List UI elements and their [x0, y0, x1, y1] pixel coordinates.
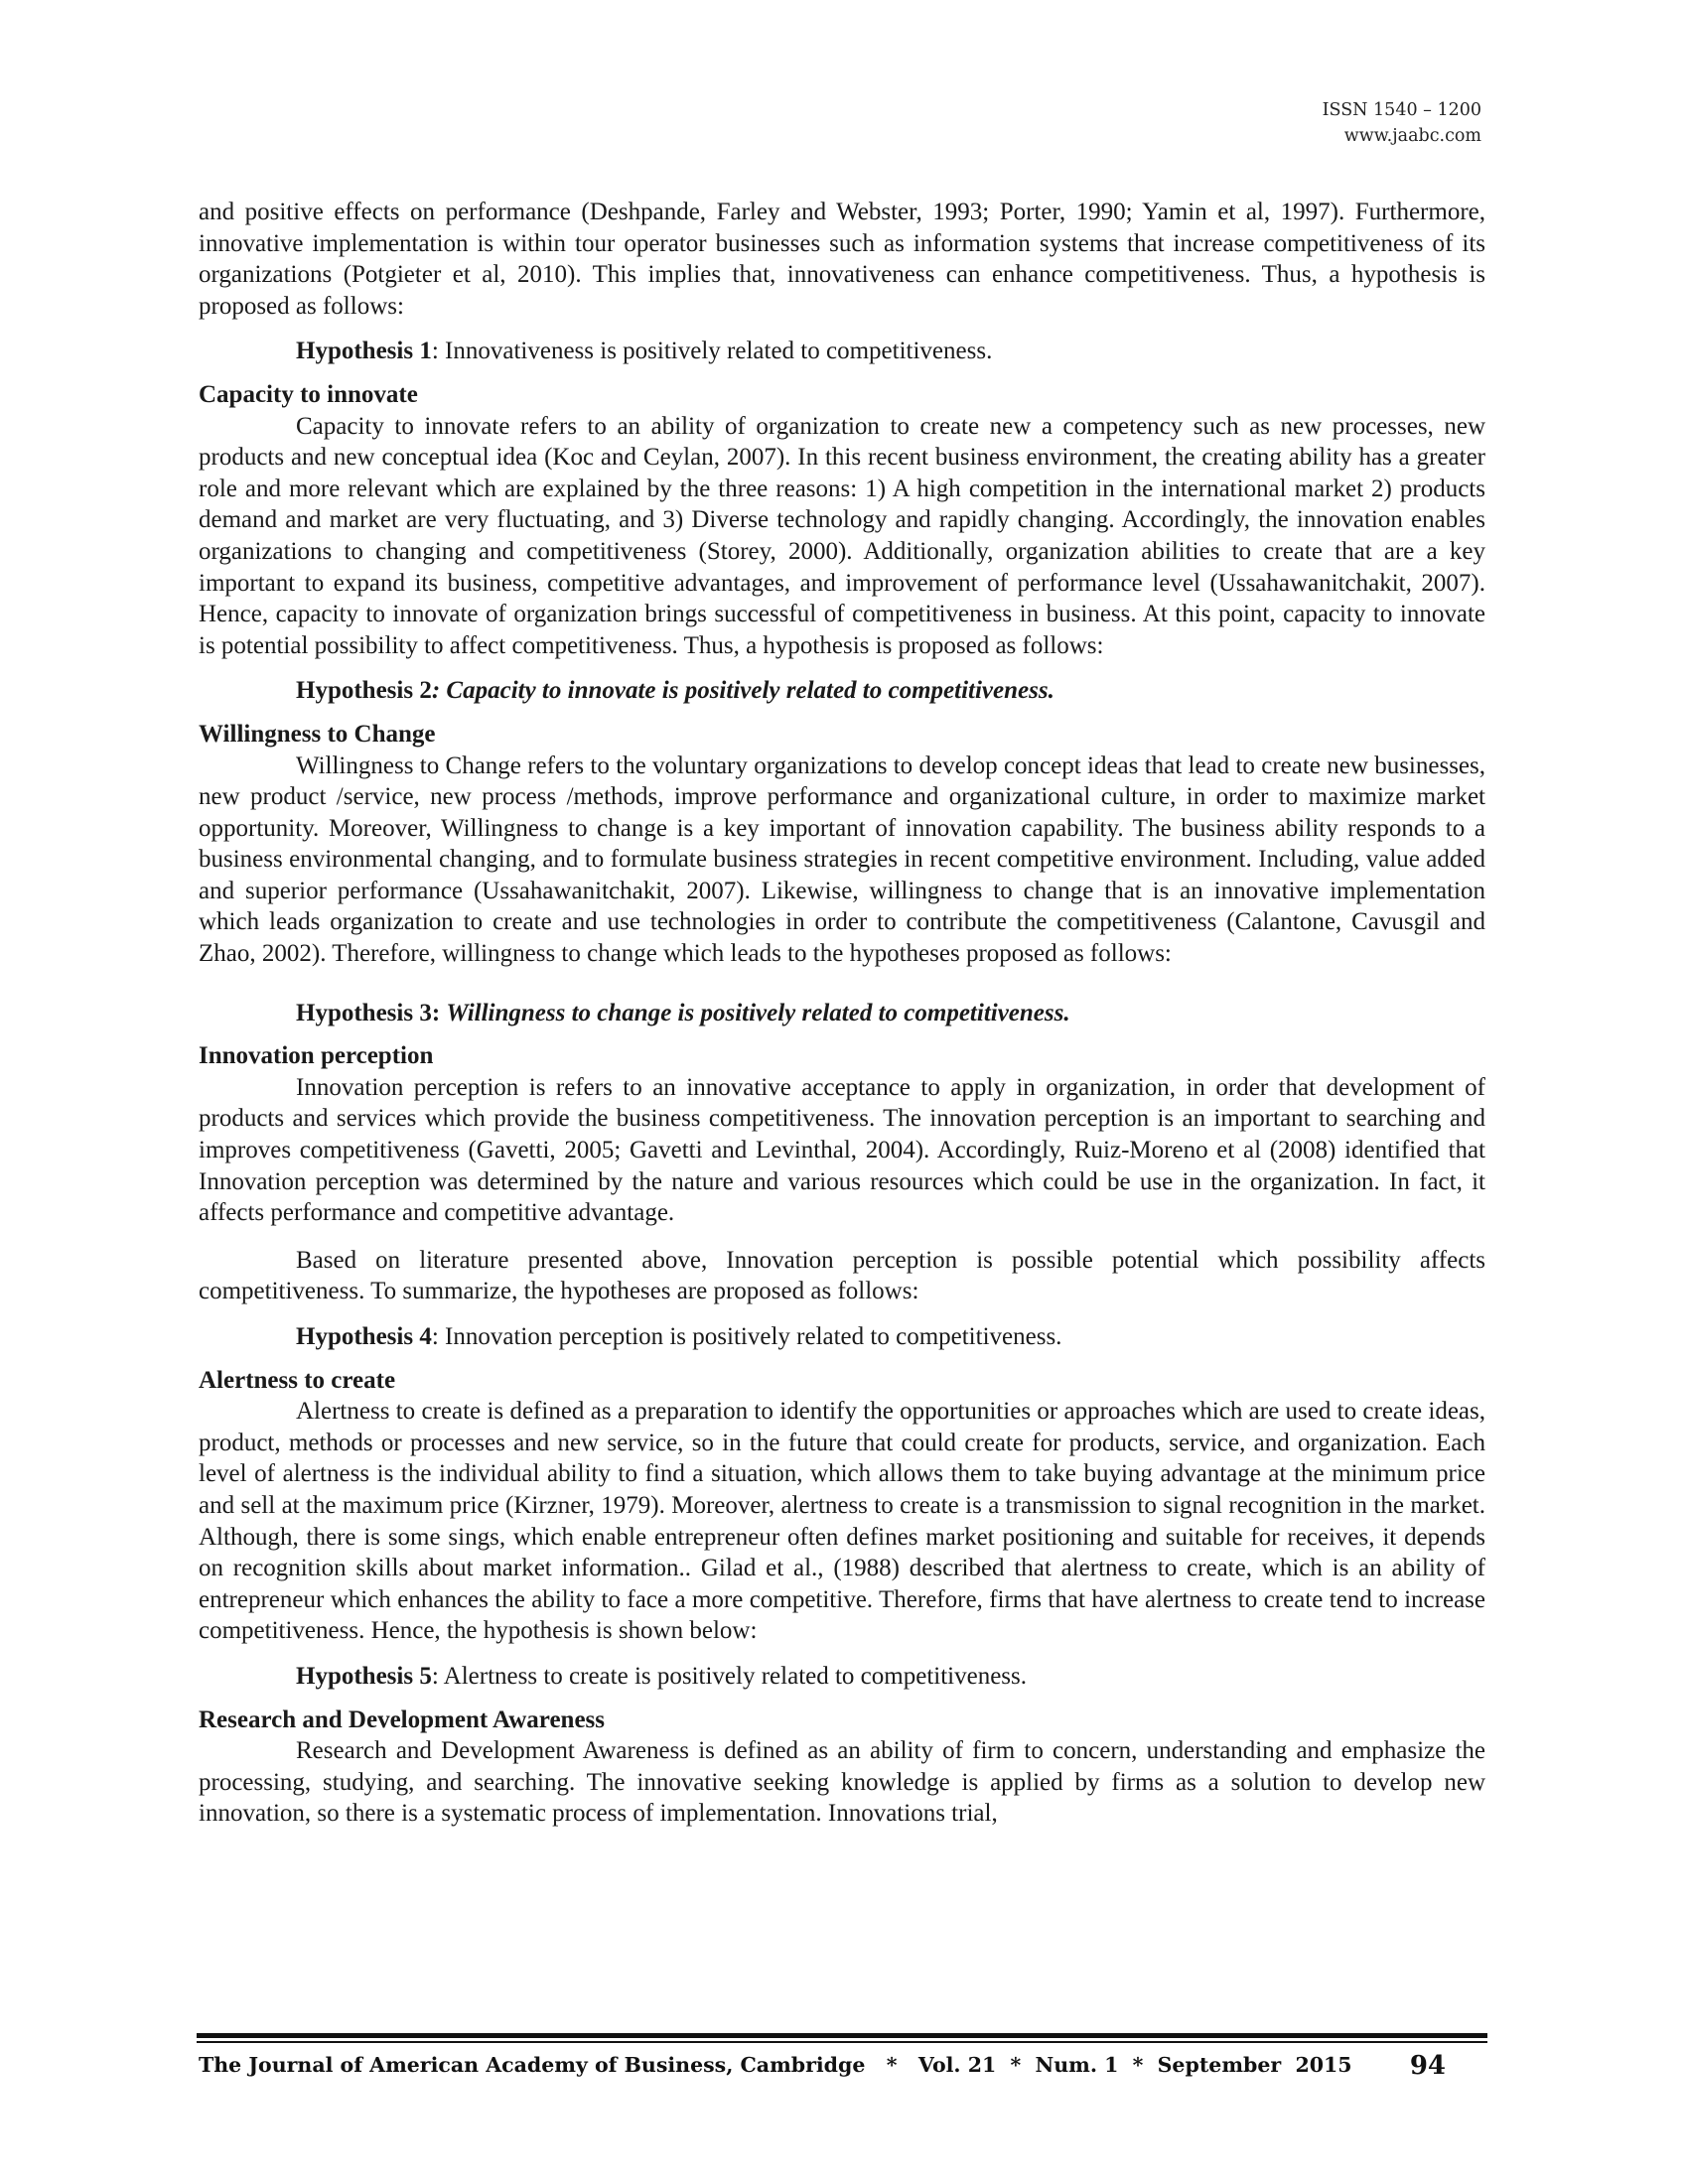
paragraph-perception-1: Innovation perception is refers to an innovative acceptance to apply in organization, in order that development of products and services which provide the business competitiveness. The innovation perception is an important to searching and improves competitiveness (Gavetti, 2005; Gavetti and Levinthal, 2004). Accordingly, Ruiz-Moreno et al (2008) identified that Innovation perception was determined by the nature and various resources which could be use in the organization. In fact, it affects performance and competitive advantage.	[199, 1073, 1485, 1227]
paragraph-alertness: Alertness to create is defined as a preparation to identify the opportunities or approaches which are used to create ideas, product, methods or processes and new service, so in the future that could create for products, service, and organization. Each level of alertness is the individual ability to find a situation, which allows them to take buying advantage at the minimum price and sell at the maximum price (Kirzner, 1979). Moreover, alertness to create is a transmission to signal recognition in the market. Although, there is some sings, which enable entrepreneur often defines market positioning and suitable for receives, it depends on recognition skills about market information.. Gilad et al., (1988) described that alertness to create, which is an ability of entrepreneur which enhances the ability to face a more competitive. Therefore, firms that have alertness to create tend to increase competitiveness. Hence, the hypothesis is shown below:	[199, 1398, 1485, 1645]
journal-website: www.jaabc.com	[1343, 126, 1481, 146]
paragraph-perception-2: Based on literature presented above, Innovation perception is possible potential which possibility affects competitiveness. To summarize, the hypotheses are proposed as follows:	[199, 1246, 1485, 1305]
hypothesis-2	[199, 675, 1485, 707]
article-body	[199, 197, 1485, 1830]
paragraph-innovativeness-end: and positive effects on performance (Deshpande, Farley and Webster, 1993; Porter, 1990; Yamin et al, 1997). Furthermore, innovative implementation is within tour operator businesses such as information systems that increase competitiveness of its organizations (Potgieter et al, 2010). This implies that, innovativeness can enhance competitiveness. Thus, a hypothesis is proposed as follows:	[199, 199, 1485, 320]
hypothesis-text: Innovation perception is positively related to competitiveness.	[445, 1323, 1062, 1350]
paragraph-capacity: Capacity to innovate refers to an ability of organization to create new a competency such as new processes, new products and new conceptual idea (Koc and Ceylan, 2007). In this recent business environment, the creating ability has a greater role and more relevant which are explained by the three reasons: 1) A high competition in the international market 2) products demand and market are very fluctuating, and 3) Diverse technology and rapidly changing. Accordingly, the innovation enables organizations to changing and competitiveness (Storey, 2000). Additionally, organization abilities to create that are a key important to expand its business, competitive advantages, and improvement of performance level (Ussahawanitchakit, 2007). Hence, capacity to innovate of organization brings successful of competitiveness in business. At this point, capacity to innovate is potential possibility to affect competitiveness. Thus, a hypothesis is proposed as follows:	[199, 412, 1485, 659]
hypothesis-separator: :	[431, 1662, 444, 1690]
footer-rule-thick	[197, 2033, 1487, 2038]
footer-rule-thin	[197, 2041, 1487, 2043]
section-heading-rnd: Research and Development Awareness	[199, 1706, 605, 1733]
hypothesis-separator: :	[431, 338, 446, 365]
journal-citation: The Journal of American Academy of Business, Cambridge * Vol. 21 * Num. 1 * September 2015	[199, 2053, 1352, 2077]
paragraph-rnd: Research and Development Awareness is defined as an ability of firm to concern, understanding and emphasize the processing, studying, and searching. The innovative seeking knowledge is applied by firms as a solution to develop new innovation, so there is a systematic process of implementation. Innovations trial,	[199, 1737, 1485, 1828]
hypothesis-label: Hypothesis 2	[296, 677, 432, 705]
hypothesis-text: Willingness to change is positively related to competitiveness.	[446, 999, 1070, 1026]
section-heading-perception: Innovation perception	[199, 1042, 434, 1070]
hypothesis-text: Innovativeness is positively related to competitiveness.	[445, 338, 993, 365]
hypothesis-text: Capacity to innovate is positively related to competitiveness.	[446, 677, 1055, 705]
hypothesis-text: Alertness to create is positively related to competitiveness.	[443, 1662, 1028, 1690]
hypothesis-label: Hypothesis 3:	[296, 999, 441, 1026]
page-number: 94	[1409, 2051, 1446, 2081]
hypothesis-5	[199, 1661, 1485, 1693]
running-header	[1323, 97, 1481, 149]
section-heading-willingness: Willingness to Change	[199, 720, 436, 748]
hypothesis-label: Hypothesis 4	[296, 1323, 432, 1350]
hypothesis-separator: :	[431, 677, 447, 705]
hypothesis-label: Hypothesis 5	[296, 1662, 432, 1690]
hypothesis-separator: :	[431, 1323, 446, 1350]
section-heading-capacity: Capacity to innovate	[199, 380, 418, 408]
hypothesis-4	[199, 1321, 1485, 1353]
section-heading-alertness: Alertness to create	[199, 1366, 396, 1394]
paragraph-willingness: Willingness to Change refers to the voluntary organizations to develop concept ideas that lead to create new businesses, new product /service, new process /methods, improve performance and organizational culture, in order to maximize market opportunity. Moreover, Willingness to change is a key important of innovation capability. The business ability responds to a business environmental changing, and to formulate business strategies in recent competitive environment. Including, value added and superior performance (Ussahawanitchakit, 2007). Likewise, willingness to change that is an innovative implementation which leads organization to create and use technologies in order to contribute the competitiveness (Calantone, Cavusgil and Zhao, 2002). Therefore, willingness to change which leads to the hypotheses proposed as follows:	[199, 751, 1485, 968]
hypothesis-3	[199, 998, 1485, 1029]
hypothesis-1	[199, 336, 1485, 367]
hypothesis-label: Hypothesis 1	[296, 338, 432, 365]
issn-number: ISSN 1540 – 1200	[1322, 100, 1481, 120]
